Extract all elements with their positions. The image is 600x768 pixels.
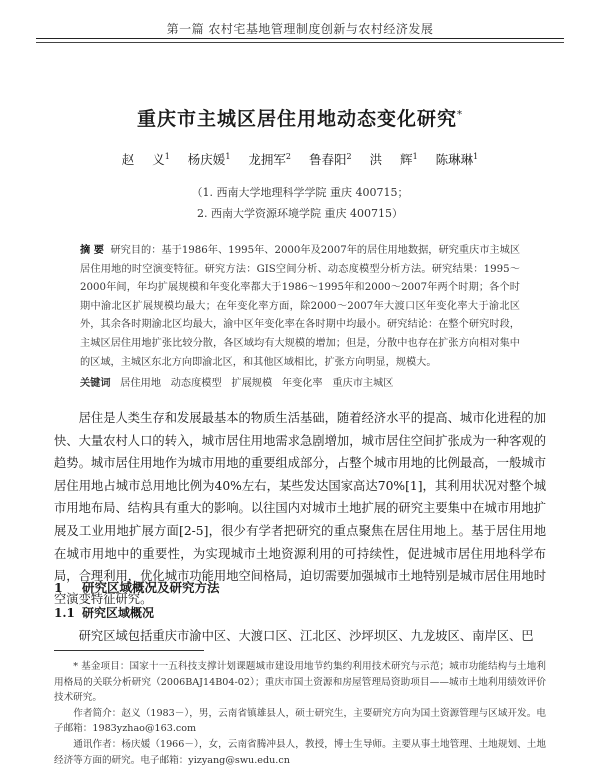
section-number: 1 xyxy=(54,580,63,595)
keywords-label: 关键词 xyxy=(80,377,111,389)
header-rule-thin xyxy=(36,42,564,43)
abstract-text: 研究目的：基于1986年、1995年、2000年及2007年的居住用地数据，研究重庆市主城区居住用地的时空演变特征。研究方法：GIS空间分析、动态度模型分析方法。研究结果：1995～2000年间，年均扩展规模和年变化率都大于1986～1995年和2000～2007年两个时期；各个时期中渝北区扩展规模均最大；在年变化率方面，除2000～2007年大渡口区年变化率大于渝北区外，其余各时期渝北区均最大，渝中区年变化率在各时期中均最小。研究结论：在整个研究时段，主城区居住用地扩张比较分散，各区域均有大规模的增加；但是，分散中也存在扩张方向相对集中的区域，主城区东北方向即渝北区，和其他区域相比，扩张方向明显，规模大。 xyxy=(80,245,521,368)
title-footnote-mark: * xyxy=(457,109,463,121)
author-list xyxy=(0,150,600,168)
subsection-number: 1.1 xyxy=(54,606,75,620)
abstract xyxy=(80,241,520,372)
keyword: 居住用地 xyxy=(120,378,162,389)
keyword: 重庆市主城区 xyxy=(332,378,394,389)
footnote-author-intro: 作者简介：赵义（1983－），男，云南省镇雄县人，硕士研究生，主要研究方向为国土资源管理与区域开发。电子邮箱：1983yzhao@163.com xyxy=(54,707,546,735)
header-rule xyxy=(36,38,564,39)
title-text: 重庆市主城区居住用地动态变化研究 xyxy=(136,108,457,130)
running-head: 第一篇 农村宅基地管理制度创新与农村经济发展 xyxy=(166,22,434,36)
affiliation-2: 2. 西南大学资源环境学院 重庆 400715） xyxy=(197,207,403,220)
abstract-label: 摘 要 xyxy=(80,244,104,256)
keyword: 动态度模型 xyxy=(170,378,222,389)
author: 洪 辉$^1$ xyxy=(369,151,418,167)
footnote-corresponding-author: 通讯作者：杨庆媛（1966－），女，云南省腾冲县人，教授，博士生导师。主要从事土地管理、土地规划、土地经济等方面的研究。电子邮箱：yizyang@swu.edu.cn xyxy=(54,738,546,766)
affiliation-1: （1. 西南大学地理科学学院 重庆 400715； xyxy=(191,186,409,199)
subsection-title: 研究区域概况 xyxy=(82,606,155,620)
paper-title xyxy=(0,104,600,131)
author: 鲁春阳$^2$ xyxy=(308,151,352,167)
keywords xyxy=(80,374,520,389)
section-heading-1 xyxy=(54,578,220,596)
author: 赵 义$^1$ xyxy=(121,151,170,167)
footnote-rule xyxy=(54,650,204,651)
keyword: 扩展规模 xyxy=(231,378,273,389)
footnote-funding: * 基金项目：国家十一五科技支撑计划课题城市建设用地节约集约利用技术研究与示范；城市功能结构与土地利用格局的关联分析研究（2006BAJ14B04-02）；重庆市国土资源和房屋管理局资助项目——城市土地利用绩效评价技术研究。 xyxy=(54,661,546,704)
author: 龙拥军$^2$ xyxy=(248,151,291,167)
footnotes xyxy=(54,659,546,768)
section-title: 研究区域概况及研究方法 xyxy=(82,580,220,595)
intro-paragraph: 居住是人类生存和发展最基本的物质生活基础，随着经济水平的提高、城市化进程的加快、大量农村人口的转入，城市居住用地需求急剧增加，城市居住空间扩张成为一种客观的趋势。城市居住用地作为城市用地的重要组成部分，占整个城市用地的比例最高，一般城市居住用地占城市总用地比例为40%左右，某些发达国家高达70%[1]，其利用状况对整个城市用地布局、结构具有重大的影响。以往国内对城市土地扩展的研究主要集中在城市用地扩展及工业用地扩展方面[2-5]，很少有学者把研究的重点聚焦在居住用地上。基于居住用地在城市用地中的重要性，为实现城市土地资源利用的可持续性，促进城市居住用地科学布局，合理利用，优化城市功能用地空间格局，迫切需要加强城市土地特别是城市居住用地时空演变特征研究。 xyxy=(54,411,546,606)
subsection-heading-1-1 xyxy=(54,604,154,621)
study-area-paragraph: 研究区域包括重庆市渝中区、大渡口区、江北区、沙坪坝区、九龙坡区、南岸区、巴 xyxy=(78,629,534,643)
author: 陈琳琳$^1$ xyxy=(435,151,479,167)
keyword: 年变化率 xyxy=(281,378,323,389)
author: 杨庆媛$^1$ xyxy=(187,151,231,167)
